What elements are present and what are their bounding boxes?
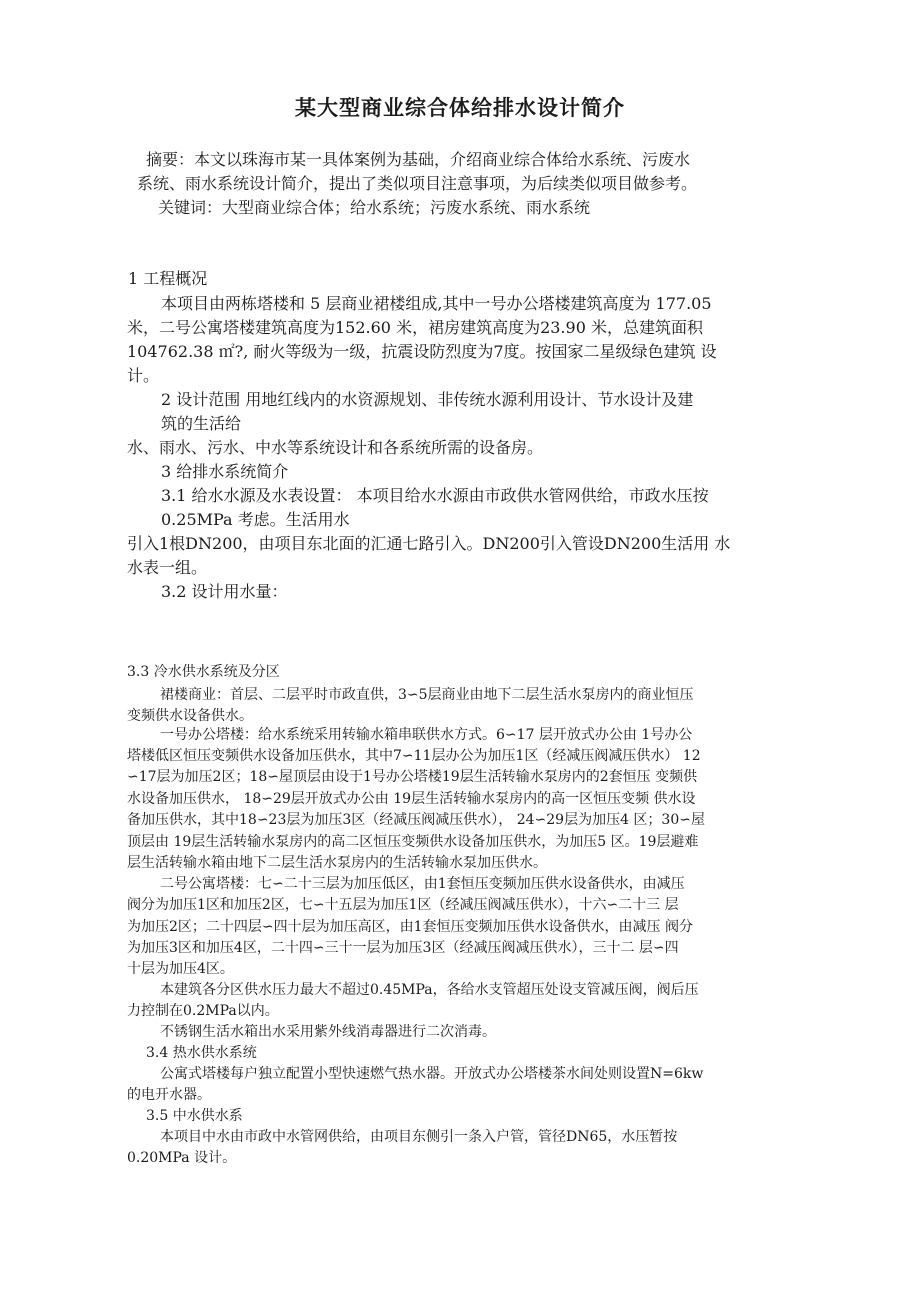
para-line: 阀分为加压1区和加压2区，七∽十五层为加压1区（经减压阀减压供水），十六∽二十三 层 <box>127 897 679 913</box>
document-title: 某大型商业综合体给排水设计简介 <box>295 95 625 120</box>
para-line: 变频供水设备供水。 <box>127 708 253 724</box>
section-3-2-heading: 3.2 设计用水量： <box>161 582 288 601</box>
section-3-5-heading: 3.5 中水供水系 <box>146 1108 243 1124</box>
section-3-1-line: 引入1根DN200，由项目东北面的汇通七路引入。DN200引入管设DN200生活用 水 <box>127 534 731 553</box>
section-2-line: 筑的生活给 <box>161 414 242 433</box>
section-2-line: 水、雨水、污水、中水等系统设计和各系统所需的设备房。 <box>127 438 544 457</box>
abstract-line-2: 系统、雨水系统设计简介，提出了类似项目注意事项，为后续类似项目做参考。 <box>137 174 698 193</box>
para-line: 裙楼商业：首层、二层平时市政直供，3∽5层商业由地下二层生活水泵房内的商业恒压 <box>160 687 694 703</box>
para-line: 0.20MPa 设计。 <box>127 1150 237 1166</box>
section-3-1-line: 3.1 给水水源及水表设置： 本项目给水水源由市政供水管网供给，市政水压按 <box>161 486 709 505</box>
section-1-line: 104762.38 ㎡?, 耐火等级为一级，抗震设防烈度为7度。按国家二星级绿色建筑 设 <box>127 342 717 361</box>
para-line: 力控制在0.2MPa以内。 <box>127 1003 279 1019</box>
section-2-line: 2 设计范围 用地红线内的水资源规划、非传统水源利用设计、节水设计及建 <box>161 390 694 409</box>
section-1-line: 计。 <box>127 366 160 385</box>
para-line: 为加压3区和加压4区，二十四∽三十一层为加压3区（经减压阀减压供水），三十二 层∽四 <box>127 940 679 956</box>
section-1-line: 米，二号公寓塔楼建筑高度为152.60 米，裙房建筑高度为23.90 米，总建筑面积 <box>127 318 703 337</box>
section-3-1-line: 0.25MPa 考虑。生活用水 <box>161 510 350 529</box>
keywords: 关键词：大型商业综合体；给水系统；污废水系统、雨水系统 <box>158 198 591 217</box>
para-line: 塔楼低区恒压变频供水设备加压供水，其中7∽11层办公为加压1区（经减压阀减压供水） 12 <box>127 748 701 764</box>
section-3-3-heading: 3.3 冷水供水系统及分区 <box>127 664 280 680</box>
para-line: 公寓式塔楼每户独立配置小型快速燃气热水器。开放式办公塔楼茶水间处则设置N=6kw <box>160 1066 704 1082</box>
section-3-1-line: 水表一组。 <box>127 558 208 577</box>
section-3-heading: 3 给排水系统简介 <box>161 462 289 481</box>
para-line: 本项目中水由市政中水管网供给，由项目东侧引一条入户管，管径DN65，水压暂按 <box>160 1129 678 1145</box>
section-1-line: 本项目由两栋塔楼和 5 层商业裙楼组成,其中一号办公塔楼建筑高度为 177.05 <box>161 294 712 313</box>
para-line: 的电开水器。 <box>127 1087 211 1103</box>
para-line: 顶层由 19层生活转输水泵房内的高二区恒压变频供水设备加压供水，为加压5 区。19层避难 <box>127 834 699 850</box>
para-line: 水设备加压供水， 18∽29层开放式办公由 19层生活转输水泵房内的高一区恒压变频 供水设 <box>127 791 696 807</box>
para-line: ∽17层为加压2区；18∽屋顶层由设于1号办公塔楼19层生活转输水泵房内的2套恒压 变频供 <box>127 769 698 785</box>
para-line: 不锈钢生活水箱出水采用紫外线消毒器进行二次消毒。 <box>160 1024 496 1040</box>
para-line: 二号公寓塔楼：七∽二十三层为加压低区，由1套恒压变频加压供水设备供水，由减压 <box>160 876 685 892</box>
para-line: 本建筑各分区供水压力最大不超过0.45MPa，各给水支管超压处设支管减压阀，阀后压 <box>160 982 699 998</box>
para-line: 十层为加压4区。 <box>127 961 234 977</box>
section-1-heading: 1 工程概况 <box>128 269 208 288</box>
para-line: 一号办公塔楼：给水系统采用转输水箱串联供水方式。6∽17 层开放式办公由 1号办公 <box>160 727 693 743</box>
para-line: 备加压供水，其中18∽23层为加压3区（经减压阀减压供水）， 24∽29层为加压4 区；30∽屋 <box>127 812 705 828</box>
para-line: 层生活转输水箱由地下二层生活水泵房内的生活转输水泵加压供水。 <box>127 855 547 871</box>
section-3-4-heading: 3.4 热水供水系统 <box>146 1045 257 1061</box>
para-line: 为加压2区；二十四层∽四十层为加压高区，由1套恒压变频加压供水设备供水，由减压 阀分 <box>127 919 693 935</box>
abstract-line-1: 摘要：本文以珠海市某一具体案例为基础，介绍商业综合体给水系统、污废水 <box>146 150 691 169</box>
